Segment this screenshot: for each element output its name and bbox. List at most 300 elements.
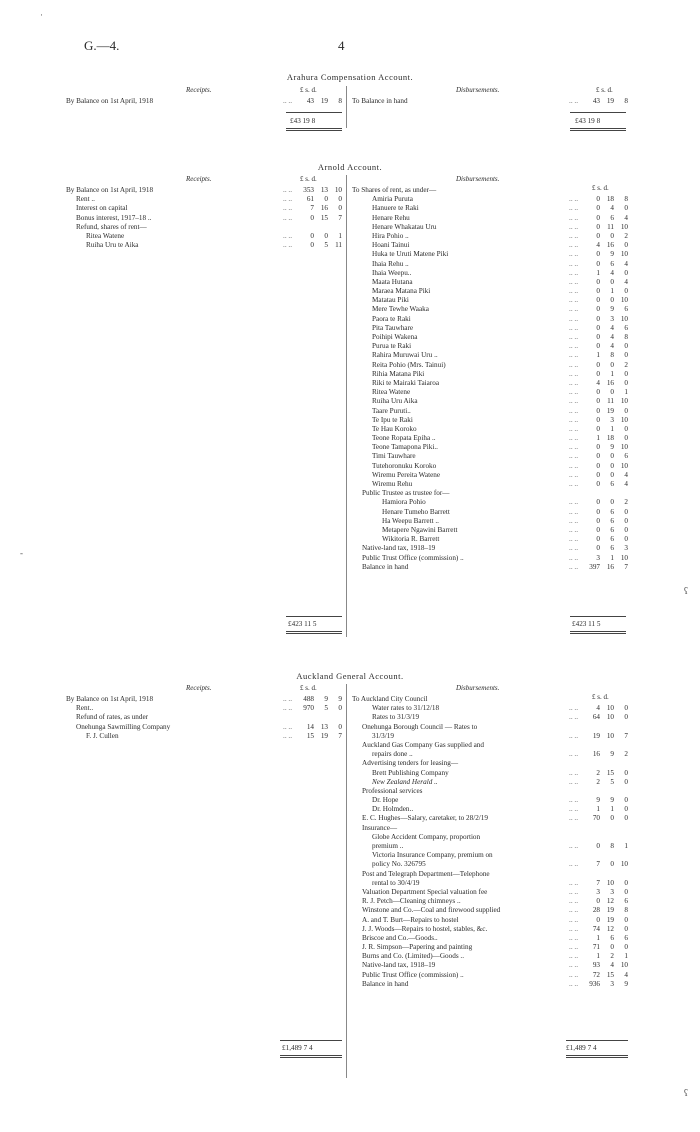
ledger-row xyxy=(352,407,628,416)
shillings: 0 xyxy=(610,814,614,823)
leader-dots: .. .. xyxy=(569,525,578,534)
pounds: 0 xyxy=(596,213,600,222)
ledger-label: Riki te Mairaki Taiaroa xyxy=(372,378,440,387)
ledger-label: Dr. Holmden.. xyxy=(372,805,414,814)
pounds: 0 xyxy=(596,452,600,461)
ledger-label: Wikitoria R. Barrett xyxy=(382,535,440,544)
ledger-row xyxy=(66,241,342,250)
shillings: 8 xyxy=(610,351,614,360)
pence: 10 xyxy=(334,186,342,194)
ledger-row xyxy=(66,204,342,213)
leader-dots: .. .. xyxy=(569,213,578,222)
arnold-receipts xyxy=(66,186,342,250)
pence: 0 xyxy=(624,535,628,544)
pounds: 1 xyxy=(596,434,600,443)
shillings: 19 xyxy=(320,731,328,740)
ledger-row xyxy=(66,713,342,722)
pounds: 0 xyxy=(310,241,314,250)
shillings: 19 xyxy=(606,906,614,915)
shillings: 9 xyxy=(610,305,614,314)
pence: 8 xyxy=(624,97,628,105)
leader-dots: .. .. xyxy=(569,97,578,105)
pounds: 15 xyxy=(306,731,314,740)
ledger-label: Public Trustee as trustee for— xyxy=(362,489,450,498)
ledger-label: Amiria Puruta xyxy=(372,195,413,204)
ledger-row xyxy=(352,232,628,241)
shillings: 1 xyxy=(610,424,614,433)
pence: 2 xyxy=(624,498,628,507)
ledger-label: By Balance on 1st April, 1918 xyxy=(66,97,154,105)
shillings: 1 xyxy=(610,553,614,562)
pounds: 0 xyxy=(596,259,600,268)
ledger-label: Ruiha Uru te Aika xyxy=(86,241,139,250)
leader-dots: .. .. xyxy=(283,241,292,250)
leader-dots: .. .. xyxy=(569,507,578,516)
shillings: 19 xyxy=(606,97,614,105)
auckland-rule xyxy=(280,1055,342,1058)
ledger-label: Advertising tenders for leasing— xyxy=(362,759,459,768)
pounds: 397 xyxy=(589,562,600,571)
leader-dots: .. .. xyxy=(569,222,578,231)
pence: 0 xyxy=(624,814,628,823)
pounds: 71 xyxy=(592,943,600,952)
pence: 8 xyxy=(338,97,342,105)
ledger-row xyxy=(352,452,628,461)
leader-dots: .. .. xyxy=(569,887,578,896)
pence: 0 xyxy=(624,805,628,814)
arahura-vline xyxy=(346,86,347,128)
shillings: 9 xyxy=(324,695,328,703)
ledger-row xyxy=(352,278,628,287)
pounds: 0 xyxy=(596,360,600,369)
pence: 0 xyxy=(338,195,342,204)
ledger-row xyxy=(352,379,628,388)
ledger-row xyxy=(352,704,628,713)
ledger-row xyxy=(352,833,628,842)
ledger-label: Rihia Matana Piki xyxy=(372,369,425,378)
ledger-label: J. J. Woods—Repairs to hostel, stables, &c. xyxy=(362,924,488,933)
ledger-row xyxy=(352,250,628,259)
ledger-row xyxy=(66,723,342,732)
ledger-row xyxy=(66,704,342,713)
pence: 6 xyxy=(624,897,628,906)
ledger-label: Post and Telegraph Department—Telephone xyxy=(362,869,490,878)
leader-dots: .. .. xyxy=(569,323,578,332)
ledger-label: Ritea Watene xyxy=(372,388,411,397)
shillings: 4 xyxy=(610,961,614,970)
shillings: 6 xyxy=(610,213,614,222)
pounds: 0 xyxy=(596,424,600,433)
shillings: 15 xyxy=(606,970,614,979)
ledger-row xyxy=(352,462,628,471)
leader-dots: .. .. xyxy=(569,415,578,424)
margin-mark: - xyxy=(20,548,23,558)
pounds: 64 xyxy=(592,713,600,722)
leader-dots: .. .. xyxy=(569,241,578,250)
shillings: 0 xyxy=(610,452,614,461)
pence: 10 xyxy=(620,860,628,869)
leader-dots: .. .. xyxy=(569,878,578,887)
pence: 0 xyxy=(624,351,628,360)
arnold-disbursements xyxy=(352,186,628,572)
shillings: 12 xyxy=(606,897,614,906)
ledger-row xyxy=(352,324,628,333)
pounds: 0 xyxy=(596,195,600,204)
ledger-row xyxy=(352,443,628,452)
ledger-label: Briscoe and Co.—Goods.. xyxy=(362,933,438,942)
pence: 0 xyxy=(624,378,628,387)
pence: 10 xyxy=(620,553,628,562)
arnold-rule xyxy=(286,616,342,617)
leader-dots: .. .. xyxy=(283,213,292,222)
shillings: 4 xyxy=(610,268,614,277)
ledger-row xyxy=(352,980,628,989)
leader-dots: .. .. xyxy=(569,314,578,323)
ledger-label: R. J. Petch—Cleaning chimneys .. xyxy=(362,897,461,906)
shillings: 11 xyxy=(607,222,614,231)
pence: 0 xyxy=(338,722,342,731)
ledger-row xyxy=(352,961,628,970)
pounds: 4 xyxy=(596,378,600,387)
shillings: 3 xyxy=(610,314,614,323)
ledger-row xyxy=(352,97,628,106)
shillings: 0 xyxy=(610,388,614,397)
shillings: 4 xyxy=(610,333,614,341)
pence: 2 xyxy=(624,231,628,240)
ledger-label: Ruiha Uru Aika xyxy=(372,397,418,406)
shillings: 9 xyxy=(610,443,614,452)
ledger-row xyxy=(352,554,628,563)
ledger-row xyxy=(352,750,628,759)
ledger-label: F. J. Cullen xyxy=(86,731,119,740)
pounds: 3 xyxy=(596,553,600,562)
ledger-row xyxy=(352,526,628,535)
pence: 0 xyxy=(624,915,628,924)
pounds: 0 xyxy=(596,443,600,452)
auckland-rule xyxy=(280,1040,342,1041)
leader-dots: .. .. xyxy=(569,480,578,488)
shillings: 16 xyxy=(320,204,328,213)
leader-dots: .. .. xyxy=(283,731,292,740)
shillings: 0 xyxy=(324,195,328,204)
pence: 10 xyxy=(620,314,628,323)
leader-dots: .. .. xyxy=(569,388,578,397)
arnold-disbursements-caption: Disbursements. xyxy=(456,175,500,183)
shillings: 13 xyxy=(320,722,328,731)
pounds: 0 xyxy=(596,277,600,286)
ledger-label: Burns and Co. (Limited)—Goods .. xyxy=(362,952,465,961)
auckland-rule xyxy=(566,1040,628,1041)
pounds: 0 xyxy=(596,204,600,213)
ledger-label: Onehunga Borough Council — Rates to xyxy=(362,722,478,731)
ledger-row xyxy=(352,315,628,324)
pounds: 0 xyxy=(596,397,600,406)
ledger-row xyxy=(352,186,628,195)
auckland-disbursements-caption: Disbursements. xyxy=(456,684,500,692)
leader-dots: .. .. xyxy=(569,731,578,740)
pounds: 0 xyxy=(596,544,600,553)
arahura-title: Arahura Compensation Account. xyxy=(286,72,414,82)
ledger-row xyxy=(352,260,628,269)
ledger-row xyxy=(352,370,628,379)
ledger-row xyxy=(352,489,628,498)
ledger-label: Globe Accident Company, proportion xyxy=(372,832,481,841)
leader-dots: .. .. xyxy=(569,406,578,415)
ledger-row xyxy=(352,471,628,480)
ledger-label: Taare Puruti.. xyxy=(372,406,411,415)
leader-dots: .. .. xyxy=(569,443,578,452)
pounds: 19 xyxy=(592,731,600,740)
ledger-label: Huka te Uruti Matene Piki xyxy=(372,250,449,259)
auckland-receipts-total: £1,489 7 4 xyxy=(282,1044,313,1052)
ledger-label: Pita Tauwhare xyxy=(372,323,414,332)
ledger-row xyxy=(352,296,628,305)
ledger-label: To Auckland City Council xyxy=(352,695,428,703)
pence: 0 xyxy=(624,204,628,213)
pounds: 0 xyxy=(596,516,600,525)
pence: 0 xyxy=(624,887,628,896)
pence: 0 xyxy=(624,268,628,277)
leader-dots: .. .. xyxy=(569,360,578,369)
pence: 0 xyxy=(624,796,628,805)
ledger-label: Matatau Piki xyxy=(372,296,409,305)
pence: 10 xyxy=(620,250,628,259)
pounds: 14 xyxy=(306,722,314,731)
pence: 10 xyxy=(620,961,628,970)
pounds: 0 xyxy=(596,323,600,332)
pence: 0 xyxy=(624,777,628,786)
pounds: 0 xyxy=(596,535,600,544)
leader-dots: .. .. xyxy=(569,933,578,942)
shillings: 3 xyxy=(610,979,614,988)
pence: 0 xyxy=(624,342,628,351)
pounds: 0 xyxy=(310,213,314,222)
ledger-row xyxy=(352,906,628,915)
ledger-label: Ritea Watene xyxy=(86,231,125,240)
shillings: 0 xyxy=(610,943,614,952)
ledger-row xyxy=(352,361,628,370)
arnold-rule xyxy=(570,616,626,617)
ledger-label: Bonus interest, 1917–18 .. xyxy=(76,213,152,222)
pounds: 4 xyxy=(596,241,600,250)
pounds: 0 xyxy=(310,231,314,240)
pence: 0 xyxy=(624,713,628,722)
leader-dots: .. .. xyxy=(569,378,578,387)
leader-dots: .. .. xyxy=(569,498,578,507)
ledger-label: 31/3/19 xyxy=(372,731,394,740)
pounds: 1 xyxy=(596,805,600,814)
shillings: 8 xyxy=(610,842,614,850)
ledger-row xyxy=(352,388,628,397)
pence: 0 xyxy=(624,768,628,777)
ledger-row xyxy=(66,732,342,741)
ledger-label: To Balance in hand xyxy=(352,97,408,105)
leader-dots: .. .. xyxy=(569,713,578,722)
auckland-vline xyxy=(346,684,347,1078)
pounds: 488 xyxy=(303,695,314,703)
leader-dots: .. .. xyxy=(569,897,578,906)
ledger-label: Henare Whakatau Uru xyxy=(372,222,437,231)
pence: 10 xyxy=(620,222,628,231)
ledger-label: Poihipi Wakena xyxy=(372,333,418,341)
shillings: 6 xyxy=(610,535,614,544)
ledger-label: Hira Pohio .. xyxy=(372,231,409,240)
pence: 0 xyxy=(624,943,628,952)
ledger-label: Auckland Gas Company Gas supplied and xyxy=(362,740,484,749)
leader-dots: .. .. xyxy=(569,961,578,970)
ledger-row xyxy=(352,971,628,980)
pounds: 0 xyxy=(596,222,600,231)
ledger-label: A. and T. Burt—Repairs to hostel xyxy=(362,915,459,924)
ledger-label: To Shares of rent, as under— xyxy=(352,186,437,194)
pence: 2 xyxy=(624,750,628,759)
arahura-rule xyxy=(570,112,626,113)
arahura-rule xyxy=(286,128,342,131)
pence: 7 xyxy=(338,731,342,740)
shillings: 5 xyxy=(324,241,328,250)
ledger-label: Professional services xyxy=(362,786,423,795)
pounds: 0 xyxy=(596,342,600,351)
shillings: 10 xyxy=(606,731,614,740)
ledger-label: Native-land tax, 1918–19 xyxy=(362,544,436,553)
ledger-label: Dr. Hope xyxy=(372,796,399,805)
leader-dots: .. .. xyxy=(569,277,578,286)
pounds: 0 xyxy=(596,388,600,397)
pence: 4 xyxy=(624,213,628,222)
shillings: 5 xyxy=(610,777,614,786)
ledger-row xyxy=(352,204,628,213)
ledger-row xyxy=(352,934,628,943)
ledger-row xyxy=(66,695,342,704)
leader-dots: .. .. xyxy=(569,342,578,351)
ledger-label: Refund, shares of rent— xyxy=(76,222,147,231)
pounds: 970 xyxy=(303,704,314,713)
ledger-row xyxy=(352,434,628,443)
page-header-left: G.—4. xyxy=(84,38,120,53)
ledger-label: Public Trust Office (commission) .. xyxy=(362,970,464,979)
pounds: 28 xyxy=(592,906,600,915)
ledger-row xyxy=(66,223,342,232)
pence: 0 xyxy=(624,704,628,713)
shillings: 6 xyxy=(610,259,614,268)
pounds: 0 xyxy=(596,498,600,507)
leader-dots: .. .. xyxy=(569,268,578,277)
ledger-label: Maata Hutana xyxy=(372,277,413,286)
ledger-row xyxy=(352,508,628,517)
leader-dots: .. .. xyxy=(569,250,578,259)
ledger-label: Reita Pohio (Mrs. Tainui) xyxy=(372,360,446,369)
arnold-receipts-total: £423 11 5 xyxy=(288,620,317,628)
ledger-row xyxy=(352,805,628,814)
ledger-row xyxy=(352,223,628,232)
ledger-row xyxy=(352,925,628,934)
pence: 4 xyxy=(624,277,628,286)
pence: 11 xyxy=(335,241,342,250)
pounds: 7 xyxy=(310,204,314,213)
arahura-receipts xyxy=(66,97,342,106)
ledger-row xyxy=(352,563,628,572)
ledger-label: Insurance— xyxy=(362,823,398,832)
ledger-row xyxy=(352,879,628,888)
pence: 10 xyxy=(620,443,628,452)
ledger-row xyxy=(352,943,628,952)
pence: 0 xyxy=(338,204,342,213)
pounds: 0 xyxy=(596,915,600,924)
shillings: 1 xyxy=(610,369,614,378)
ledger-row xyxy=(352,759,628,768)
ledger-row xyxy=(352,860,628,869)
leader-dots: .. .. xyxy=(569,952,578,961)
margin-mark: ʕ xyxy=(684,586,688,596)
pounds: 16 xyxy=(592,750,600,759)
arnold-rule xyxy=(570,631,626,634)
ledger-row xyxy=(66,195,342,204)
ledger-row xyxy=(352,480,628,489)
arahura-disbursements-csd: £ s. d. xyxy=(596,86,613,94)
leader-dots: .. .. xyxy=(283,231,292,240)
ledger-row xyxy=(352,713,628,722)
pounds: 61 xyxy=(306,195,314,204)
pence: 4 xyxy=(624,970,628,979)
pence: 10 xyxy=(620,296,628,305)
shillings: 4 xyxy=(610,342,614,351)
pounds: 0 xyxy=(596,296,600,305)
leader-dots: .. .. xyxy=(569,434,578,443)
leader-dots: .. .. xyxy=(569,553,578,562)
shillings: 0 xyxy=(610,231,614,240)
pence: 0 xyxy=(624,434,628,443)
ledger-row xyxy=(352,544,628,553)
ledger-label: New Zealand Herald .. xyxy=(372,777,438,786)
ledger-label: Winstone and Co.—Coal and firewood supplied xyxy=(362,906,501,915)
arnold-title: Arnold Account. xyxy=(317,162,383,172)
page-number: 4 xyxy=(338,38,345,53)
shillings: 18 xyxy=(606,434,614,443)
leader-dots: .. .. xyxy=(283,704,292,713)
auckland-rule xyxy=(566,1055,628,1058)
leader-dots: .. .. xyxy=(569,195,578,204)
ledger-label: Interest on capital xyxy=(76,204,128,213)
shillings: 0 xyxy=(610,296,614,305)
shillings: 3 xyxy=(610,415,614,424)
ledger-label: Valuation Department Special valuation fee xyxy=(362,887,488,896)
ledger-label: Balance in hand xyxy=(362,562,409,571)
pounds: 43 xyxy=(306,97,314,105)
pence: 4 xyxy=(624,480,628,488)
ledger-row xyxy=(352,241,628,250)
arahura-rule xyxy=(286,112,342,113)
auckland-title: Auckland General Account. xyxy=(296,671,404,681)
pounds: 70 xyxy=(592,814,600,823)
leader-dots: .. .. xyxy=(569,906,578,915)
pence: 4 xyxy=(624,259,628,268)
shillings: 0 xyxy=(610,470,614,479)
pounds: 0 xyxy=(596,897,600,906)
pounds: 936 xyxy=(589,979,600,988)
pounds: 0 xyxy=(596,842,600,850)
ledger-row xyxy=(352,824,628,833)
pence: 10 xyxy=(620,461,628,470)
shillings: 0 xyxy=(324,231,328,240)
shillings: 5 xyxy=(324,704,328,713)
ledger-label: Onehunga Sawmilling Company xyxy=(76,722,171,731)
ledger-label: Ihaia Rehu .. xyxy=(372,259,409,268)
pence: 10 xyxy=(620,415,628,424)
margin-mark: ʕ xyxy=(684,1088,688,1098)
ledger-row xyxy=(66,186,342,195)
pounds: 1 xyxy=(596,933,600,942)
auckland-disbursements-csd: £ s. d. xyxy=(592,693,609,701)
